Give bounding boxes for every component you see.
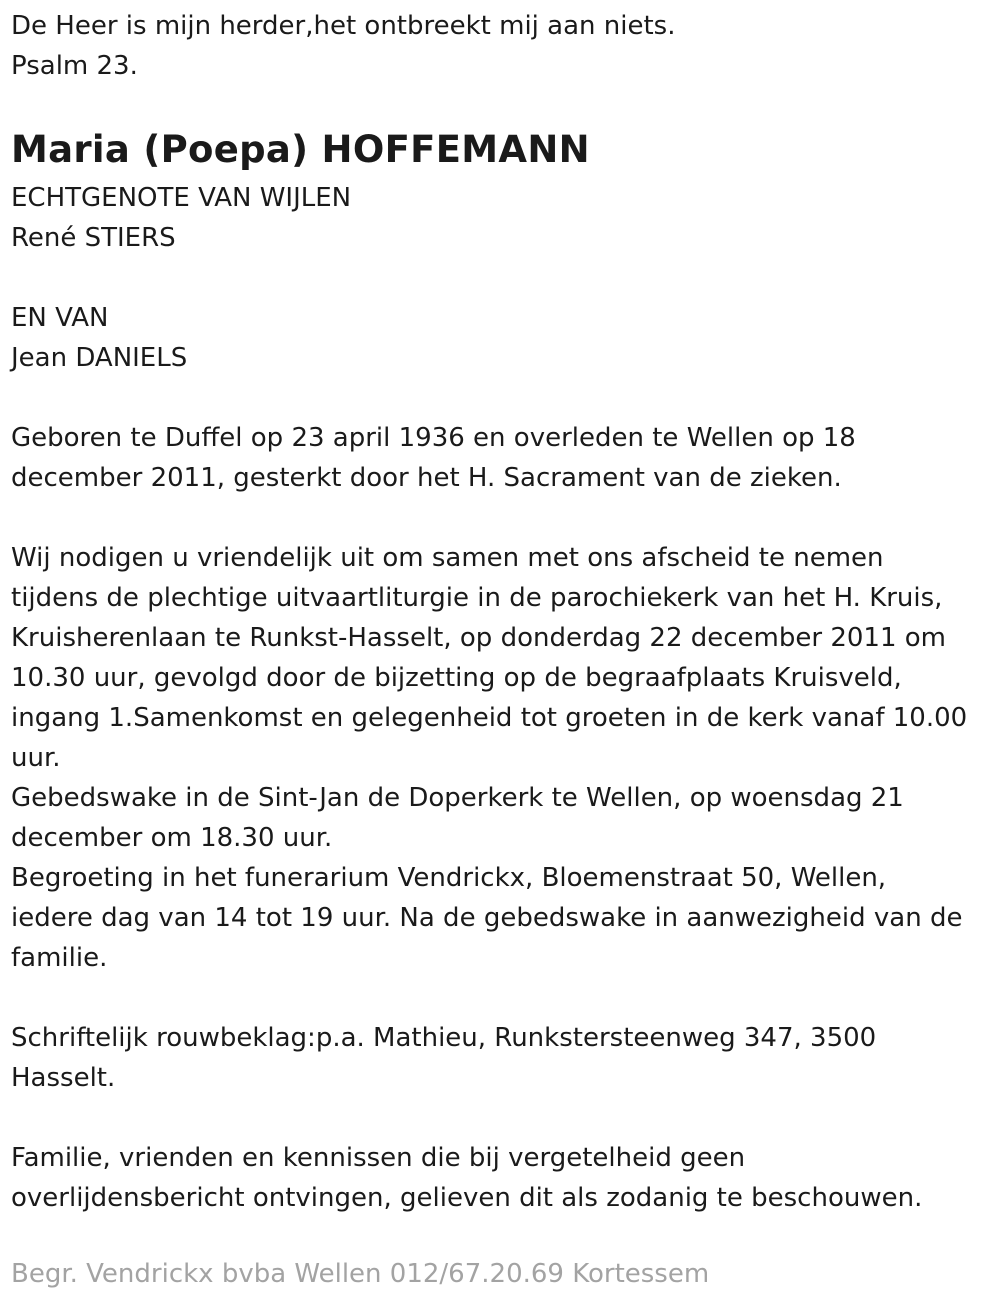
- paragraph-line: Familie, vrienden en kennissen die bij vergetelheid geen: [11, 1143, 746, 1173]
- spouse-name-2: Jean DANIELS: [11, 343, 188, 373]
- ceremony-paragraph: [11, 538, 991, 978]
- paragraph-line: Gebedswake in de Sint-Jan de Doperkerk te Wellen, op woensdag 21: [11, 783, 904, 813]
- paragraph-line: Schriftelijk rouwbeklag:p.a. Mathieu, Runkstersteenweg 347, 3500: [11, 1023, 877, 1053]
- deceased-name: Maria (Poepa) HOFFEMANN: [11, 128, 590, 171]
- paragraph-line: Wij nodigen u vriendelijk uit om samen met ons afscheid te nemen: [11, 543, 884, 573]
- condolences-paragraph: [11, 1018, 991, 1098]
- paragraph-line: Kruisherenlaan te Runkst-Hasselt, op donderdag 22 december 2011 om: [11, 623, 946, 653]
- notice-paragraph: [11, 1138, 991, 1218]
- spouse-label-2: EN VAN: [11, 303, 109, 333]
- psalm-quote: De Heer is mijn herder,het ontbreekt mij aan niets.: [11, 11, 676, 41]
- birth-death-paragraph: [11, 418, 991, 498]
- psalm-reference: Psalm 23.: [11, 51, 138, 81]
- spacer: [11, 378, 991, 418]
- spacer: [11, 978, 991, 1018]
- paragraph-line: familie.: [11, 943, 108, 973]
- spouse-label-1: ECHTGENOTE VAN WIJLEN: [11, 183, 352, 213]
- spacer: [11, 258, 991, 298]
- paragraph-line: ingang 1.Samenkomst en gelegenheid tot groeten in de kerk vanaf 10.00: [11, 703, 968, 733]
- paragraph-line: Hasselt.: [11, 1063, 116, 1093]
- paragraph-line: 10.30 uur, gevolgd door de bijzetting op de begraafplaats Kruisveld,: [11, 663, 902, 693]
- obituary-notice: [11, 6, 991, 1218]
- spouse-name-1: René STIERS: [11, 223, 176, 253]
- paragraph-line: december om 18.30 uur.: [11, 823, 333, 853]
- paragraph-line: uur.: [11, 743, 61, 773]
- paragraph-line: Geboren te Duffel op 23 april 1936 en overleden te Wellen op 18: [11, 423, 856, 453]
- paragraph-line: overlijdensbericht ontvingen, gelieven dit als zodanig te beschouwen.: [11, 1183, 923, 1213]
- paragraph-line: tijdens de plechtige uitvaartliturgie in de parochiekerk van het H. Kruis,: [11, 583, 943, 613]
- paragraph-line: december 2011, gesterkt door het H. Sacrament van de zieken.: [11, 463, 842, 493]
- spacer: [11, 1098, 991, 1138]
- spacer: [11, 498, 991, 538]
- paragraph-line: Begroeting in het funerarium Vendrickx, Bloemenstraat 50, Wellen,: [11, 863, 887, 893]
- funeral-home-credit: Begr. Vendrickx bvba Wellen 012/67.20.69 Kortessem: [11, 1259, 710, 1289]
- paragraph-line: iedere dag van 14 tot 19 uur. Na de gebedswake in aanwezigheid van de: [11, 903, 963, 933]
